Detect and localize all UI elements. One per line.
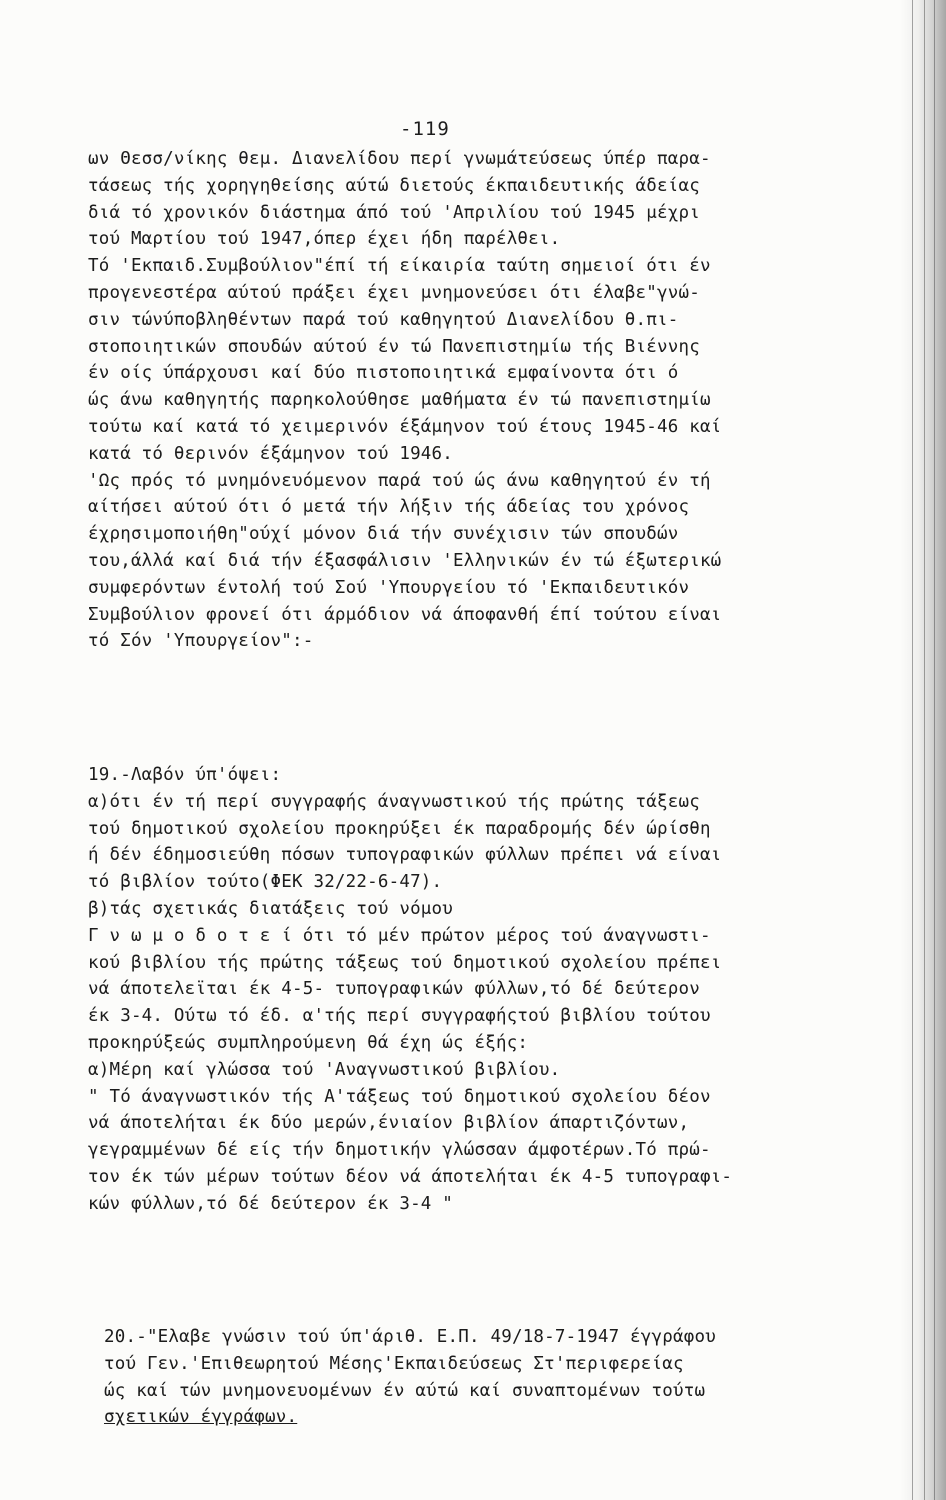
text-line: νά άποτελήται έκ δύο μερών,ένιαίον βιβλίον άπαρτιζόντων,: [88, 1113, 690, 1134]
text-line: έκ 3-4. Ούτω τό έδ. α'τής περί συγγραφήςτού βιβλίου τούτου: [88, 1006, 711, 1027]
text-line: τού Μαρτίου τού 1947,όπερ έχει ήδη παρέλθει.: [88, 229, 561, 250]
text-line: τον έκ τών μέρων τούτων δέον νά άποτελήται έκ 4-5 τυπογραφι-: [88, 1166, 733, 1187]
paragraph-3: [104, 1324, 884, 1431]
page-edge-line: [934, 0, 935, 1500]
text-line: τού δημοτικού σχολείου προκηρύξει έκ παραδρομής δέν ώρίσθη: [88, 818, 711, 839]
text-line: κού βιβλίου τής πρώτης τάξεως τού δημοτικού σχολείου πρέπει: [88, 952, 722, 973]
text-line: αίτήσει αύτού ότι ό μετά τήν λήξιν τής άδείας του χρόνος: [88, 497, 690, 518]
text-line: συμφερόντων έντολή τού Σού 'Υπουργείου τό 'Εκπαιδευτικόν: [88, 577, 690, 598]
paragraph-2: [88, 762, 878, 1218]
text-line: τού Γεν.'Επιθεωρητού Μέσης'Εκπαιδεύσεως Στ'περιφερείας: [104, 1353, 684, 1374]
text-line: προκηρύξεώς συμπληρούμενη θά έχη ώς έξής:: [88, 1032, 529, 1053]
text-line: 'Ως πρός τό μνημόνευόμενον παρά τού ώς άνω καθηγητού έν τή: [88, 470, 711, 491]
page-edge-shadow: [900, 0, 946, 1500]
text-line: κών φύλλων,τό δέ δεύτερον έκ 3-4 ": [88, 1193, 454, 1214]
text-line: διά τό χρονικόν διάστημα άπό τού 'Απριλίου τού 1945 μέχρι: [88, 202, 700, 223]
text-line: ώς άνω καθηγητής παρηκολούθησε μαθήματα έν τώ πανεπιστημίω: [88, 390, 711, 411]
text-line: Τό 'Εκπαιδ.Συμβούλιον"έπί τή είκαιρία ταύτη σημειοί ότι έν: [88, 256, 711, 277]
text-line: 19.-Λαβόν ύπ'όψει:: [88, 765, 282, 785]
text-line: " Τό άναγνωστικόν τής Α'τάξεως τού δημοτικού σχολείου δέον: [88, 1086, 711, 1107]
page-edge-line: [912, 0, 913, 1500]
text-line: ή δέν έδημοσιεύθη πόσων τυπογραφικών φύλλων πρέπει νά είναι: [88, 845, 722, 866]
text-line: έχρησιμοποιήθη"ούχί μόνον διά τήν συνέχισιν τών σπουδών: [88, 524, 679, 545]
page-number: -119: [400, 118, 450, 140]
text-line: κατά τό θερινόν έξάμηνον τού 1946.: [88, 443, 454, 464]
text-line: τό βιβλίον τούτο(ΦΕΚ 32/22-6-47).: [88, 872, 443, 893]
text-line: β)τάς σχετικάς διατάξεις τού νόμου: [88, 898, 454, 919]
text-line: σχετικών έγγράφων.: [104, 1407, 298, 1428]
text-line: στοποιητικών σπουδών αύτού έν τώ Πανεπιστημίω τής Βιέννης: [88, 336, 700, 357]
text-line: έν οίς ύπάρχουσι καί δύο πιστοποιητικά εμφαίνοντα ότι ό: [88, 363, 679, 384]
text-line: Γ ν ω μ ο δ ο τ ε ί ότι τό μέν πρώτον μέρος τού άναγνωστι-: [88, 925, 711, 946]
text-line: σιν τώνύποβληθέντων παρά τού καθηγητού Διανελίδου θ.πι-: [88, 309, 679, 330]
text-line: ώς καί τών μνημονευομένων έν αύτώ καί συναπτομένων τούτω: [104, 1380, 706, 1401]
text-line: 20.-"Ελαβε γνώσιν τού ύπ'άριθ. Ε.Π. 49/18-7-1947 έγγράφου: [104, 1327, 716, 1347]
text-line: α)ότι έν τή περί συγγραφής άναγνωστικού τής πρώτης τάξεως: [88, 791, 700, 812]
text-line: τάσεως τής χορηγηθείσης αύτώ διετούς έκπαιδευτικής άδείας: [88, 175, 700, 196]
text-line: τούτω καί κατά τό χειμερινόν έξάμηνον τού έτους 1945-46 καί: [88, 416, 722, 437]
text-line: τό Σόν 'Υπουργείον":-: [88, 631, 314, 652]
text-line: γεγραμμένων δέ είς τήν δημοτικήν γλώσσαν άμφοτέρων.Τό πρώ-: [88, 1140, 711, 1161]
text-line: προγενεστέρα αύτού πράξει έχει μνημονεύσει ότι έλαβε"γνώ-: [88, 282, 700, 303]
text-line: α)Μέρη καί γλώσσα τού 'Αναγνωστικού βιβλίου.: [88, 1059, 561, 1080]
text-line: Συμβούλιον φρονεί ότι άρμόδιον νά άποφανθή έπί τούτου είναι: [88, 604, 722, 625]
paragraph-1: [88, 146, 878, 655]
page-edge-line: [924, 0, 925, 1500]
text-line: νά άποτελεϊται έκ 4-5- τυπογραφικών φύλλων,τό δέ δεύτερον: [88, 979, 700, 1000]
text-line: του,άλλά καί διά τήν έξασφάλισιν 'Ελληνικών έν τώ έξωτερικώ: [88, 550, 722, 571]
text-line: ων Θεσσ/νίκης θεμ. Διανελίδου περί γνωμάτεύσεως ύπέρ παρα-: [88, 149, 711, 169]
